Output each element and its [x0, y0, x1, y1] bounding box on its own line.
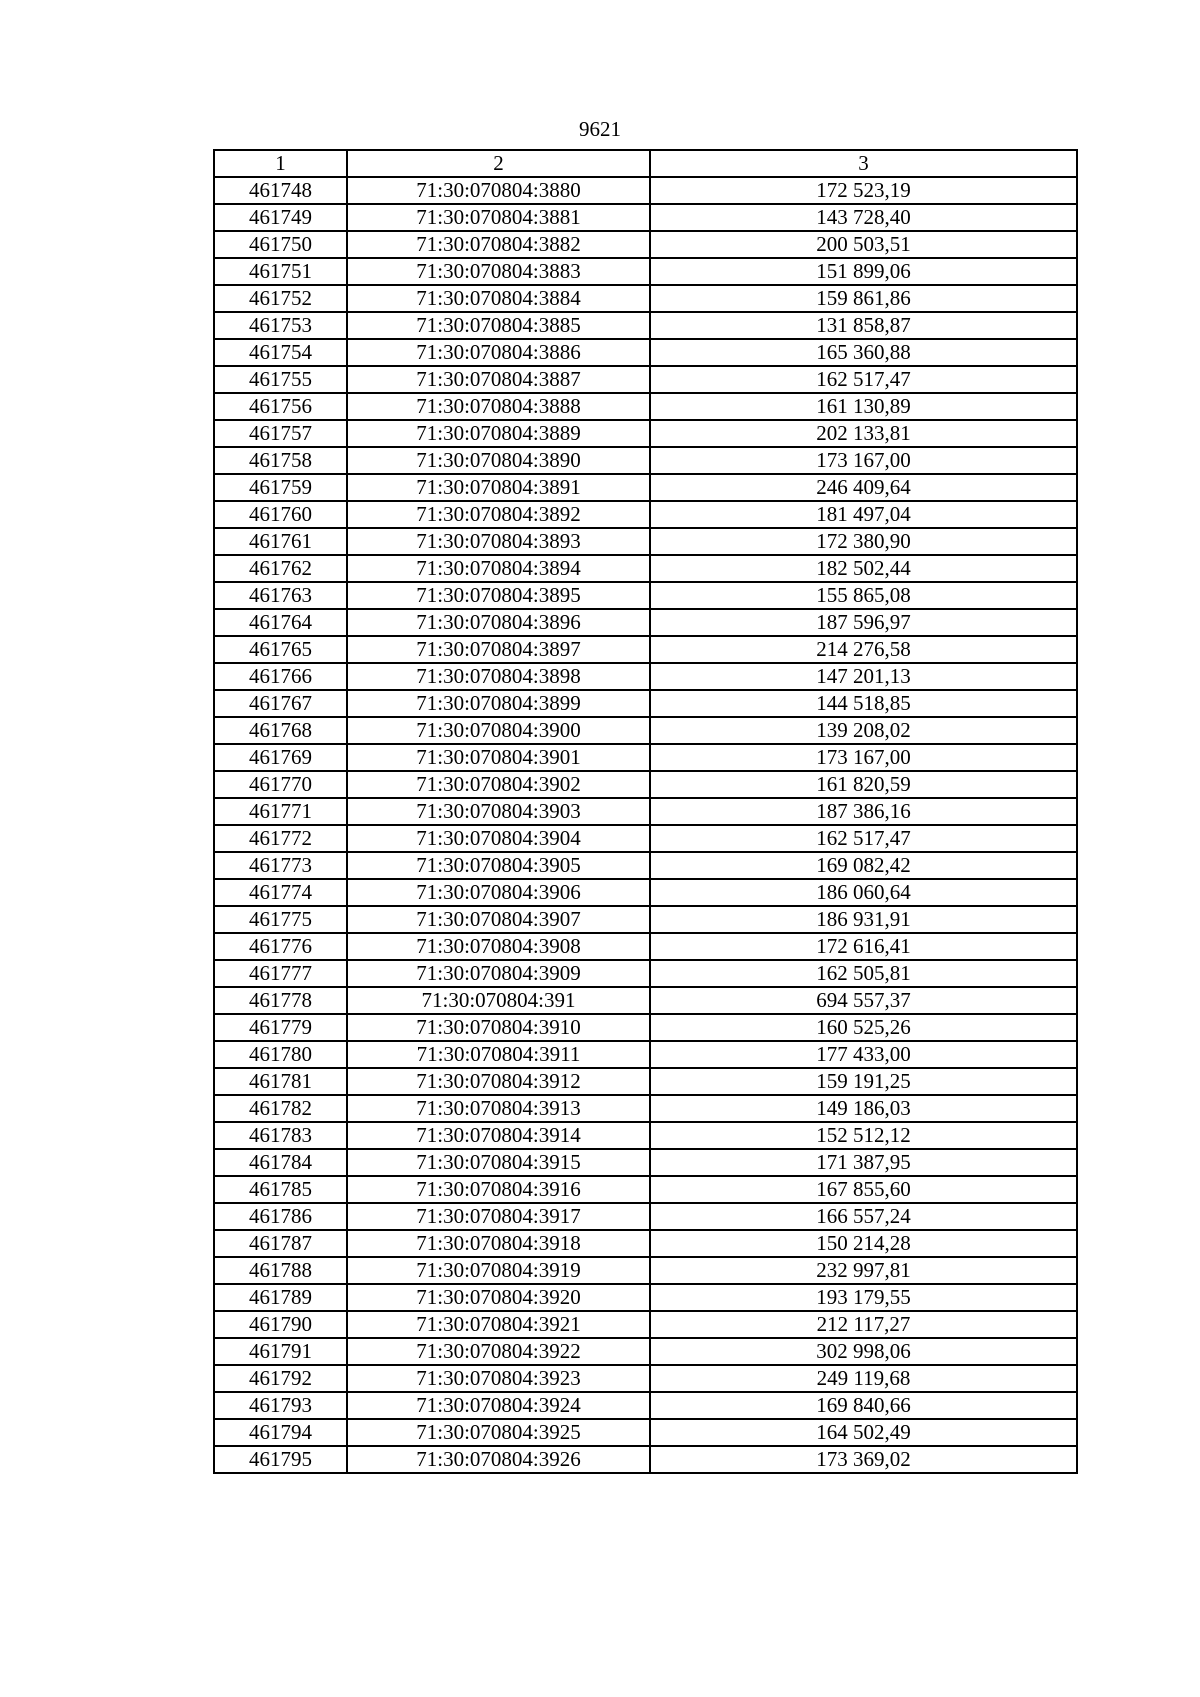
table-row [214, 1203, 1077, 1230]
table-row [214, 960, 1077, 987]
value-cell: 173 167,00 [650, 744, 1077, 771]
row-number-cell: 461778 [214, 987, 347, 1014]
cadastral-number-cell: 71:30:070804:3923 [347, 1365, 650, 1392]
value-cell: 193 179,55 [650, 1284, 1077, 1311]
table-row [214, 285, 1077, 312]
table-row [214, 987, 1077, 1014]
cadastral-number-cell: 71:30:070804:3900 [347, 717, 650, 744]
cadastral-number-cell: 71:30:070804:3882 [347, 231, 650, 258]
row-number-cell: 461757 [214, 420, 347, 447]
row-number-cell: 461764 [214, 609, 347, 636]
row-number-cell: 461766 [214, 663, 347, 690]
table-body [214, 177, 1077, 1473]
table-row [214, 555, 1077, 582]
table-row [214, 528, 1077, 555]
cadastral-number-cell: 71:30:070804:3914 [347, 1122, 650, 1149]
row-number-cell: 461784 [214, 1149, 347, 1176]
value-cell: 151 899,06 [650, 258, 1077, 285]
value-cell: 166 557,24 [650, 1203, 1077, 1230]
cadastral-number-cell: 71:30:070804:3881 [347, 204, 650, 231]
value-cell: 172 616,41 [650, 933, 1077, 960]
table-row [214, 798, 1077, 825]
table-row [214, 1014, 1077, 1041]
table-row [214, 420, 1077, 447]
row-number-cell: 461788 [214, 1257, 347, 1284]
cadastral-number-cell: 71:30:070804:3925 [347, 1419, 650, 1446]
row-number-cell: 461774 [214, 879, 347, 906]
table-row [214, 474, 1077, 501]
table-row [214, 1068, 1077, 1095]
cadastral-number-cell: 71:30:070804:3889 [347, 420, 650, 447]
cadastral-number-cell: 71:30:070804:3911 [347, 1041, 650, 1068]
cadastral-number-cell: 71:30:070804:3920 [347, 1284, 650, 1311]
cadastral-number-cell: 71:30:070804:3918 [347, 1230, 650, 1257]
value-cell: 160 525,26 [650, 1014, 1077, 1041]
table-row [214, 1095, 1077, 1122]
row-number-cell: 461758 [214, 447, 347, 474]
table-row [214, 366, 1077, 393]
value-cell: 302 998,06 [650, 1338, 1077, 1365]
cadastral-number-cell: 71:30:070804:3901 [347, 744, 650, 771]
table-row [214, 771, 1077, 798]
row-number-cell: 461785 [214, 1176, 347, 1203]
table-row [214, 609, 1077, 636]
value-cell: 164 502,49 [650, 1419, 1077, 1446]
cadastral-number-cell: 71:30:070804:3912 [347, 1068, 650, 1095]
table-row [214, 1041, 1077, 1068]
table-row [214, 258, 1077, 285]
value-cell: 152 512,12 [650, 1122, 1077, 1149]
table-row [214, 1257, 1077, 1284]
value-cell: 162 505,81 [650, 960, 1077, 987]
row-number-cell: 461776 [214, 933, 347, 960]
cadastral-number-cell: 71:30:070804:3902 [347, 771, 650, 798]
table-row [214, 744, 1077, 771]
row-number-cell: 461765 [214, 636, 347, 663]
cadastral-number-cell: 71:30:070804:391 [347, 987, 650, 1014]
row-number-cell: 461786 [214, 1203, 347, 1230]
row-number-cell: 461755 [214, 366, 347, 393]
row-number-cell: 461761 [214, 528, 347, 555]
table-row [214, 906, 1077, 933]
value-cell: 171 387,95 [650, 1149, 1077, 1176]
cadastral-number-cell: 71:30:070804:3898 [347, 663, 650, 690]
value-cell: 177 433,00 [650, 1041, 1077, 1068]
table-row [214, 1446, 1077, 1473]
cadastral-number-cell: 71:30:070804:3904 [347, 825, 650, 852]
cadastral-number-cell: 71:30:070804:3892 [347, 501, 650, 528]
value-cell: 155 865,08 [650, 582, 1077, 609]
cadastral-number-cell: 71:30:070804:3915 [347, 1149, 650, 1176]
row-number-cell: 461762 [214, 555, 347, 582]
table-header [214, 150, 1077, 177]
value-cell: 131 858,87 [650, 312, 1077, 339]
cadastral-number-cell: 71:30:070804:3886 [347, 339, 650, 366]
value-cell: 143 728,40 [650, 204, 1077, 231]
row-number-cell: 461750 [214, 231, 347, 258]
value-cell: 159 191,25 [650, 1068, 1077, 1095]
row-number-cell: 461791 [214, 1338, 347, 1365]
table-row [214, 1311, 1077, 1338]
cadastral-number-cell: 71:30:070804:3887 [347, 366, 650, 393]
value-cell: 181 497,04 [650, 501, 1077, 528]
value-cell: 187 386,16 [650, 798, 1077, 825]
header-row [214, 150, 1077, 177]
table-row [214, 501, 1077, 528]
value-cell: 150 214,28 [650, 1230, 1077, 1257]
cadastral-number-cell: 71:30:070804:3888 [347, 393, 650, 420]
table-row [214, 1338, 1077, 1365]
row-number-cell: 461775 [214, 906, 347, 933]
row-number-cell: 461767 [214, 690, 347, 717]
row-number-cell: 461753 [214, 312, 347, 339]
row-number-cell: 461768 [214, 717, 347, 744]
value-cell: 212 117,27 [650, 1311, 1077, 1338]
table-row [214, 1149, 1077, 1176]
cadastral-number-cell: 71:30:070804:3903 [347, 798, 650, 825]
row-number-cell: 461790 [214, 1311, 347, 1338]
table-row [214, 1392, 1077, 1419]
value-cell: 169 082,42 [650, 852, 1077, 879]
value-cell: 139 208,02 [650, 717, 1077, 744]
row-number-cell: 461793 [214, 1392, 347, 1419]
cadastral-number-cell: 71:30:070804:3924 [347, 1392, 650, 1419]
cadastral-number-cell: 71:30:070804:3919 [347, 1257, 650, 1284]
row-number-cell: 461780 [214, 1041, 347, 1068]
value-cell: 169 840,66 [650, 1392, 1077, 1419]
value-cell: 186 060,64 [650, 879, 1077, 906]
row-number-cell: 461759 [214, 474, 347, 501]
table-row [214, 339, 1077, 366]
cadastral-number-cell: 71:30:070804:3906 [347, 879, 650, 906]
row-number-cell: 461789 [214, 1284, 347, 1311]
row-number-cell: 461748 [214, 177, 347, 204]
table-row [214, 231, 1077, 258]
table-row [214, 582, 1077, 609]
row-number-cell: 461760 [214, 501, 347, 528]
value-cell: 167 855,60 [650, 1176, 1077, 1203]
data-table [213, 149, 1078, 1474]
value-cell: 147 201,13 [650, 663, 1077, 690]
value-cell: 144 518,85 [650, 690, 1077, 717]
table-row [214, 1284, 1077, 1311]
cadastral-number-cell: 71:30:070804:3894 [347, 555, 650, 582]
cadastral-number-cell: 71:30:070804:3891 [347, 474, 650, 501]
column-header-1: 1 [214, 150, 347, 177]
value-cell: 246 409,64 [650, 474, 1077, 501]
row-number-cell: 461752 [214, 285, 347, 312]
table-row [214, 204, 1077, 231]
table-row [214, 636, 1077, 663]
value-cell: 232 997,81 [650, 1257, 1077, 1284]
cadastral-number-cell: 71:30:070804:3890 [347, 447, 650, 474]
table-row [214, 852, 1077, 879]
value-cell: 162 517,47 [650, 366, 1077, 393]
value-cell: 172 380,90 [650, 528, 1077, 555]
cadastral-number-cell: 71:30:070804:3899 [347, 690, 650, 717]
value-cell: 214 276,58 [650, 636, 1077, 663]
cadastral-number-cell: 71:30:070804:3922 [347, 1338, 650, 1365]
table-row [214, 393, 1077, 420]
table-row [214, 1230, 1077, 1257]
value-cell: 182 502,44 [650, 555, 1077, 582]
cadastral-number-cell: 71:30:070804:3910 [347, 1014, 650, 1041]
cadastral-number-cell: 71:30:070804:3909 [347, 960, 650, 987]
value-cell: 200 503,51 [650, 231, 1077, 258]
value-cell: 186 931,91 [650, 906, 1077, 933]
table-row [214, 312, 1077, 339]
value-cell: 202 133,81 [650, 420, 1077, 447]
row-number-cell: 461749 [214, 204, 347, 231]
column-header-3: 3 [650, 150, 1077, 177]
value-cell: 165 360,88 [650, 339, 1077, 366]
row-number-cell: 461771 [214, 798, 347, 825]
value-cell: 249 119,68 [650, 1365, 1077, 1392]
cadastral-number-cell: 71:30:070804:3895 [347, 582, 650, 609]
row-number-cell: 461770 [214, 771, 347, 798]
column-header-2: 2 [347, 150, 650, 177]
row-number-cell: 461781 [214, 1068, 347, 1095]
page-number: 9621 [579, 117, 621, 141]
value-cell: 172 523,19 [650, 177, 1077, 204]
table-row [214, 1419, 1077, 1446]
row-number-cell: 461769 [214, 744, 347, 771]
value-cell: 161 130,89 [650, 393, 1077, 420]
row-number-cell: 461779 [214, 1014, 347, 1041]
value-cell: 173 369,02 [650, 1446, 1077, 1473]
value-cell: 187 596,97 [650, 609, 1077, 636]
table-row [214, 447, 1077, 474]
cadastral-number-cell: 71:30:070804:3907 [347, 906, 650, 933]
table-row [214, 717, 1077, 744]
table-row [214, 1176, 1077, 1203]
row-number-cell: 461751 [214, 258, 347, 285]
value-cell: 694 557,37 [650, 987, 1077, 1014]
row-number-cell: 461754 [214, 339, 347, 366]
row-number-cell: 461772 [214, 825, 347, 852]
row-number-cell: 461792 [214, 1365, 347, 1392]
table-row [214, 1122, 1077, 1149]
cadastral-number-cell: 71:30:070804:3908 [347, 933, 650, 960]
table-row [214, 825, 1077, 852]
cadastral-number-cell: 71:30:070804:3905 [347, 852, 650, 879]
table-row [214, 879, 1077, 906]
row-number-cell: 461795 [214, 1446, 347, 1473]
row-number-cell: 461773 [214, 852, 347, 879]
row-number-cell: 461787 [214, 1230, 347, 1257]
row-number-cell: 461782 [214, 1095, 347, 1122]
value-cell: 149 186,03 [650, 1095, 1077, 1122]
cadastral-number-cell: 71:30:070804:3917 [347, 1203, 650, 1230]
value-cell: 173 167,00 [650, 447, 1077, 474]
cadastral-number-cell: 71:30:070804:3926 [347, 1446, 650, 1473]
row-number-cell: 461763 [214, 582, 347, 609]
row-number-cell: 461783 [214, 1122, 347, 1149]
cadastral-number-cell: 71:30:070804:3896 [347, 609, 650, 636]
row-number-cell: 461777 [214, 960, 347, 987]
cadastral-number-cell: 71:30:070804:3913 [347, 1095, 650, 1122]
table-row [214, 177, 1077, 204]
value-cell: 162 517,47 [650, 825, 1077, 852]
table-row [214, 933, 1077, 960]
table-row [214, 690, 1077, 717]
table-row [214, 663, 1077, 690]
table-row [214, 1365, 1077, 1392]
cadastral-number-cell: 71:30:070804:3885 [347, 312, 650, 339]
cadastral-number-cell: 71:30:070804:3883 [347, 258, 650, 285]
row-number-cell: 461756 [214, 393, 347, 420]
cadastral-number-cell: 71:30:070804:3921 [347, 1311, 650, 1338]
value-cell: 159 861,86 [650, 285, 1077, 312]
value-cell: 161 820,59 [650, 771, 1077, 798]
cadastral-number-cell: 71:30:070804:3880 [347, 177, 650, 204]
cadastral-number-cell: 71:30:070804:3893 [347, 528, 650, 555]
row-number-cell: 461794 [214, 1419, 347, 1446]
cadastral-number-cell: 71:30:070804:3897 [347, 636, 650, 663]
cadastral-number-cell: 71:30:070804:3884 [347, 285, 650, 312]
cadastral-number-cell: 71:30:070804:3916 [347, 1176, 650, 1203]
